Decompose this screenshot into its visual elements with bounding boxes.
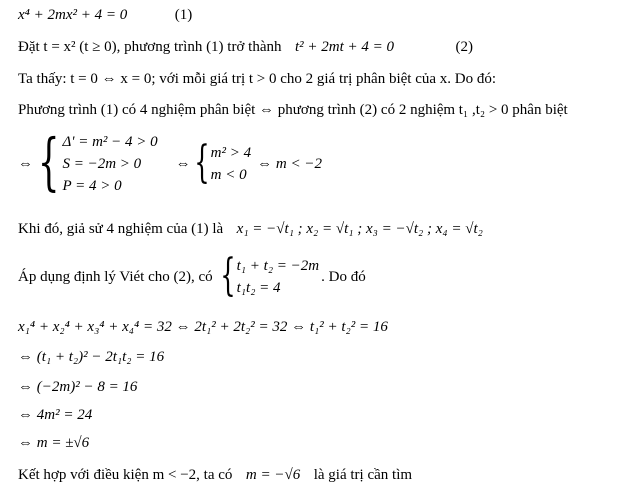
left-brace-icon: { <box>37 125 60 198</box>
observation-line: Ta thấy: t = 0 ⇔ x = 0; với mỗi giá trị t > 0 cho 2 giá trị phân biệt của x. Do đó: <box>18 71 497 87</box>
derivation-step-4: ⇔ 4m² = 24 <box>18 407 93 423</box>
roots-text: Khi đó, giả sử 4 nghiệm của (1) là <box>18 221 224 237</box>
conditions-stack <box>62 131 157 197</box>
derivation-step-1: x₁⁴ + x₂⁴ + x₃⁴ + x₄⁴ = 32 ⇔ 2t₁² + 2t₂² = 32 ⇔ t₁² + t₂² = 16 <box>18 319 388 335</box>
roots-line <box>18 222 483 237</box>
viet-tail: . Do đó <box>321 268 366 285</box>
equiv-symbol: ⇔ <box>18 155 33 172</box>
derivation-step-5: ⇔ m = ±√6 <box>18 435 90 451</box>
left-brace-icon-2: { <box>193 136 210 188</box>
condition-m-negative: m < 0 <box>210 167 247 183</box>
conditions-stack-2 <box>211 142 251 186</box>
viet-line <box>18 249 366 301</box>
conclusion-line <box>18 468 412 483</box>
system-conditions <box>18 125 322 200</box>
equation-2-expr: t² + 2mt + 4 = 0 <box>294 39 395 55</box>
derivation-step-2: ⇔ (t₁ + t₂)² − 2t₁t₂ = 16 <box>18 349 165 365</box>
conclusion-expr: m = −√6 <box>245 467 301 483</box>
derivation-step-3: ⇔ (−2m)² − 8 = 16 <box>18 379 138 395</box>
viet-product: t₁t₂ = 4 <box>236 280 281 296</box>
equation-1-expr: x⁴ + 2mx² + 4 = 0 <box>18 7 128 23</box>
conclusion-text: Kết hợp với điều kiện m < −2, ta có <box>18 467 233 483</box>
conclusion-tail: là giá trị cần tìm <box>313 467 413 483</box>
condition-m-squared: m² > 4 <box>210 145 252 161</box>
equation-2-label: (2) <box>455 39 474 55</box>
viet-text: Áp dụng định lý Viét cho (2), có <box>18 268 213 285</box>
substitution-line <box>18 40 473 55</box>
roots-expr: x₁ = −√t₁ ; x₂ = √t₁ ; x₃ = −√t₂ ; x₄ = √t₂ <box>236 221 483 237</box>
equation-1 <box>18 8 192 23</box>
equation-1-label: (1) <box>174 7 193 23</box>
condition-product: P = 4 > 0 <box>62 178 122 194</box>
condition-delta: Δ' = m² − 4 > 0 <box>62 134 158 150</box>
condition-sum: S = −2m > 0 <box>62 156 142 172</box>
substitution-text: Đặt t = x² (t ≥ 0), phương trình (1) trở thành <box>18 39 282 55</box>
viet-stack <box>237 255 319 299</box>
left-brace-icon-3: { <box>219 249 236 301</box>
system-result: ⇔ m < −2 <box>257 155 322 172</box>
viet-sum: t₁ + t₂ = −2m <box>236 258 320 274</box>
equiv-symbol-2: ⇔ <box>175 155 191 172</box>
condition-line: Phương trình (1) có 4 nghiệm phân biệt ⇔ phương trình (2) có 2 nghiệm t₁ ,t₂ > 0 phân biệt <box>18 102 568 118</box>
